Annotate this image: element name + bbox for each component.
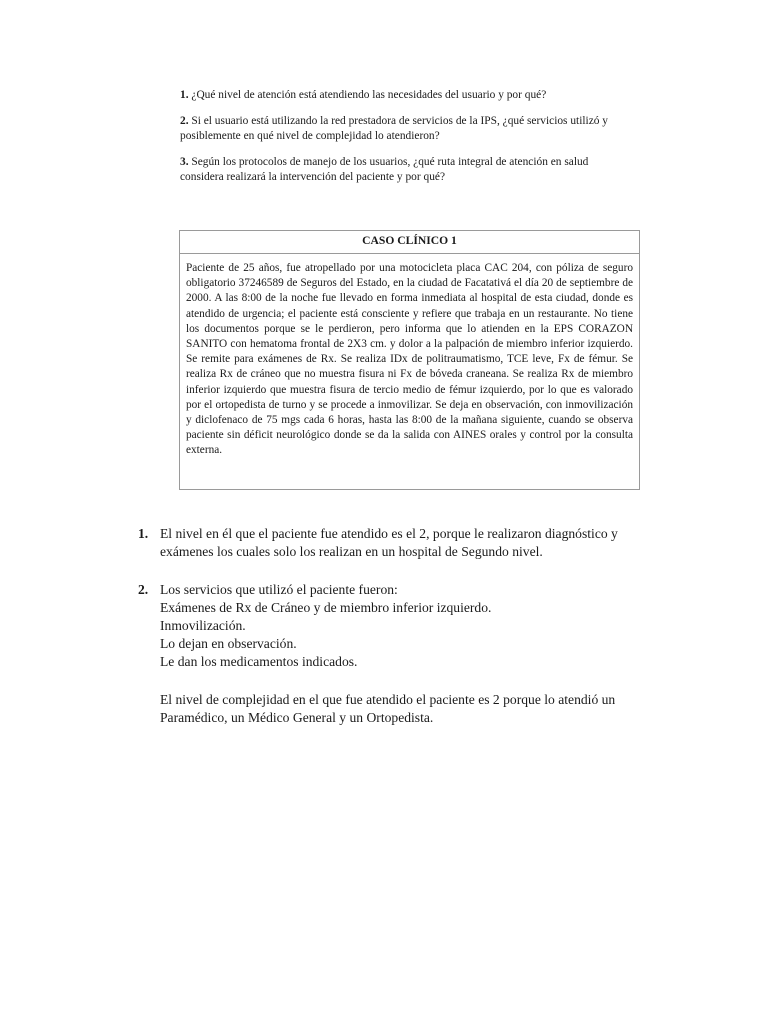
answer-2	[138, 581, 644, 671]
question-3-number: 3.	[180, 155, 189, 168]
clinical-case-title: CASO CLÍNICO 1	[180, 231, 639, 254]
service-item: Exámenes de Rx de Cráneo y de miembro inferior izquierdo.	[160, 600, 492, 615]
question-3-text: Según los protocolos de manejo de los usuarios, ¿qué ruta integral de atención en salud considera realizará la intervención del paciente y por qué?	[180, 155, 589, 183]
answer-2-number: 2.	[138, 582, 149, 597]
complexity-conclusion: El nivel de complejidad en el que fue atendido el paciente es 2 porque lo atendió un Paramédico, un Médico General y un Ortopedista.	[160, 692, 616, 725]
answer-1-number: 1.	[138, 526, 149, 541]
answer-2-intro: Los servicios que utilizó el paciente fueron:	[160, 582, 398, 597]
service-item: Le dan los medicamentos indicados.	[160, 654, 358, 669]
answers-section	[138, 525, 644, 741]
question-1-number: 1.	[180, 89, 189, 101]
question-2	[180, 114, 620, 145]
clinical-case-box	[179, 230, 640, 490]
service-item: Lo dejan en observación.	[160, 636, 297, 651]
question-1-text: ¿Qué nivel de atención está atendiendo las necesidades del usuario y por qué?	[188, 89, 547, 101]
question-3	[180, 155, 620, 186]
questions-section	[180, 88, 620, 196]
answer-1	[138, 525, 644, 561]
clinical-case-body: Paciente de 25 años, fue atropellado por una motocicleta placa CAC 204, con póliza de seguro obligatorio 37246589 de Seguros del Estado, en la ciudad de Facatativá el día 20 de septiembre de 2000. A las 8:00 de la noche fue llevado en forma inmediata al hospital de esta ciudad, donde es atendido de urgencia; el paciente está consciente y refiere que trabaja en un restaurante. No tiene los documentos porque se le perdieron, pero informa que lo atienden en la EPS CORAZON SANITO con hematoma frontal de 2X3 cm. y dolor a la palpación de miembro inferior izquierdo. Se remite para exámenes de Rx. Se realiza IDx de politraumatismo, TCE leve, Fx de fémur. Se realiza Rx de cráneo que no muestra fisura ni Fx de bóveda craneana. Se realiza Rx de miembro inferior izquierdo que muestra fisura de tercio medio de fémur izquierdo, por lo que es valorado por el ortopedista de turno y se procede a inmovilizar. Se deja en observación, con inmovilización y diclofenaco de 75 mgs cada 6 horas, hasta las 8:00 de la mañana siguiente, cuando se observa paciente sin déficit neurológico donde se da la salida con AINES orales y control por la consulta externa.	[186, 262, 633, 457]
question-2-text: Si el usuario está utilizando la red prestadora de servicios de la IPS, ¿qué servicios utilizó y posiblemente en qué nivel de complejidad lo atendieron?	[180, 114, 608, 142]
question-2-number: 2.	[180, 114, 189, 127]
question-1	[180, 88, 620, 104]
service-item: Inmovilización.	[160, 618, 246, 633]
answer-1-text: El nivel en él que el paciente fue atendido es el 2, porque le realizaron diagnóstico y exámenes los cuales solo los realizan en un hospital de Segundo nivel.	[160, 526, 618, 559]
